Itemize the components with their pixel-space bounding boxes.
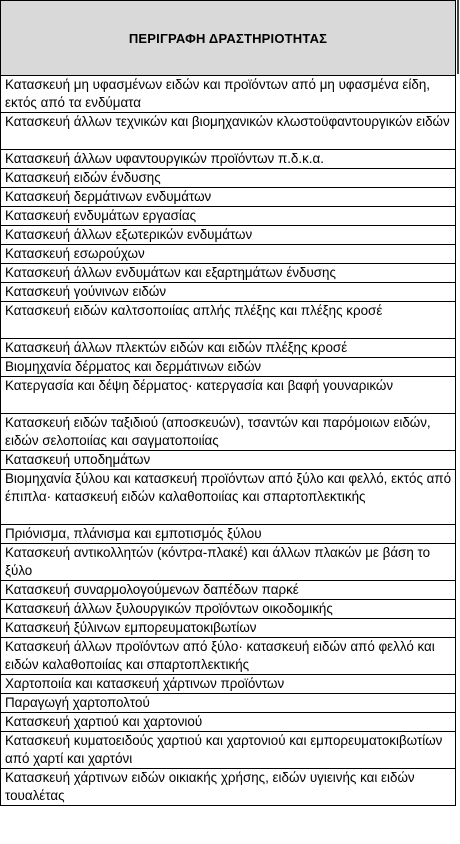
activity-cell: Κατασκευή χαρτιού και χαρτονιού [1, 713, 456, 732]
activity-cell: Χαρτοποιία και κατασκευή χάρτινων προϊόντων [1, 675, 456, 694]
activity-cell: Κατασκευή ειδών ένδυσης [1, 169, 456, 188]
activity-cell: Κατασκευή άλλων εξωτερικών ενδυμάτων [1, 226, 456, 245]
activity-cell: Κατασκευή άλλων πλεκτών ειδών και ειδών πλέξης κροσέ [1, 339, 456, 358]
activity-cell: Κατασκευή άλλων υφαντουργικών προϊόντων π.δ.κ.α. [1, 150, 456, 169]
table-row [1, 675, 456, 694]
activity-cell: Πριόνισμα, πλάνισμα και εμποτισμός ξύλου [1, 525, 456, 544]
table-row [1, 694, 456, 713]
activity-cell: Κατασκευή εσωρούχων [1, 245, 456, 264]
activity-cell: Κατασκευή άλλων ξυλουργικών προϊόντων οικοδομικής [1, 600, 456, 619]
table-row [1, 544, 456, 581]
table-row [1, 414, 456, 451]
table-row [1, 732, 456, 769]
table-row [1, 339, 456, 358]
table-row [1, 169, 456, 188]
activity-cell: Κατασκευή μη υφασμένων ειδών και προϊόντων από μη υφασμένα είδη, εκτός από τα ενδύματα [1, 76, 456, 113]
table-row [1, 451, 456, 470]
activity-cell: Βιομηχανία δέρματος και δερμάτινων ειδών [1, 358, 456, 377]
table-row [1, 150, 456, 169]
table-row [1, 470, 456, 525]
table-row [1, 619, 456, 638]
activity-cell: Κατασκευή αντικολλητών (κόντρα-πλακέ) και άλλων πλακών με βάση το ξύλο [1, 544, 456, 581]
table-row [1, 581, 456, 600]
table-row [1, 283, 456, 302]
activity-cell: Κατασκευή άλλων προϊόντων από ξύλο· κατασκευή ειδών από φελλό και ειδών καλαθοποιίας και σπαρτοπλεκτικής [1, 638, 456, 675]
table-row [1, 713, 456, 732]
header-edge-divider [457, 0, 459, 74]
header-row [1, 1, 456, 76]
activity-cell: Κατασκευή άλλων τεχνικών και βιομηχανικών κλωστοϋφαντουργικών ειδών [1, 113, 456, 150]
activity-cell: Κατασκευή γούνινων ειδών [1, 283, 456, 302]
activity-cell: Κατασκευή ειδών καλτσοποιίας απλής πλέξης και πλέξης κροσέ [1, 302, 456, 339]
activity-cell: Κατασκευή υποδημάτων [1, 451, 456, 470]
table-row [1, 638, 456, 675]
activity-cell: Κατασκευή κυματοειδούς χαρτιού και χαρτονιού και εμπορευματοκιβωτίων από χαρτί και χαρτόνι [1, 732, 456, 769]
table-row [1, 226, 456, 245]
activity-cell: Κατασκευή ειδών ταξιδιού (αποσκευών), τσαντών και παρόμοιων ειδών, ειδών σελοποιίας και σαγματοποιίας [1, 414, 456, 451]
activity-cell: Κατασκευή άλλων ενδυμάτων και εξαρτημάτων ένδυσης [1, 264, 456, 283]
activity-cell: Κατασκευή δερμάτινων ενδυμάτων [1, 188, 456, 207]
table-row [1, 302, 456, 339]
table-row [1, 358, 456, 377]
activity-cell: Κατασκευή ξύλινων εμπορευματοκιβωτίων [1, 619, 456, 638]
table-row [1, 76, 456, 113]
table-row [1, 377, 456, 414]
activity-cell: Κατεργασία και δέψη δέρματος· κατεργασία και βαφή γουναρικών [1, 377, 456, 414]
activity-cell: Κατασκευή συναρμολογούμενων δαπέδων παρκέ [1, 581, 456, 600]
table-row [1, 264, 456, 283]
column-header-activity-description: ΠΕΡΙΓΡΑΦΗ ΔΡΑΣΤΗΡΙΟΤΗΤΑΣ [1, 1, 456, 76]
activity-cell: Παραγωγή χαρτοπολτού [1, 694, 456, 713]
table-row [1, 188, 456, 207]
table-row [1, 245, 456, 264]
activity-cell: Κατασκευή ενδυμάτων εργασίας [1, 207, 456, 226]
sheet-right-edge [456, 0, 460, 844]
table-row [1, 600, 456, 619]
activity-cell: Βιομηχανία ξύλου και κατασκευή προϊόντων από ξύλο και φελλό, εκτός από έπιπλα· κατασκευή ειδών καλαθοποιίας και σπαρτοπλεκτικής [1, 470, 456, 525]
activity-cell: Κατασκευή χάρτινων ειδών οικιακής χρήσης, ειδών υγιεινής και ειδών τουαλέτας [1, 769, 456, 806]
table-row [1, 207, 456, 226]
table-row [1, 769, 456, 806]
table-row [1, 113, 456, 150]
table-row [1, 525, 456, 544]
